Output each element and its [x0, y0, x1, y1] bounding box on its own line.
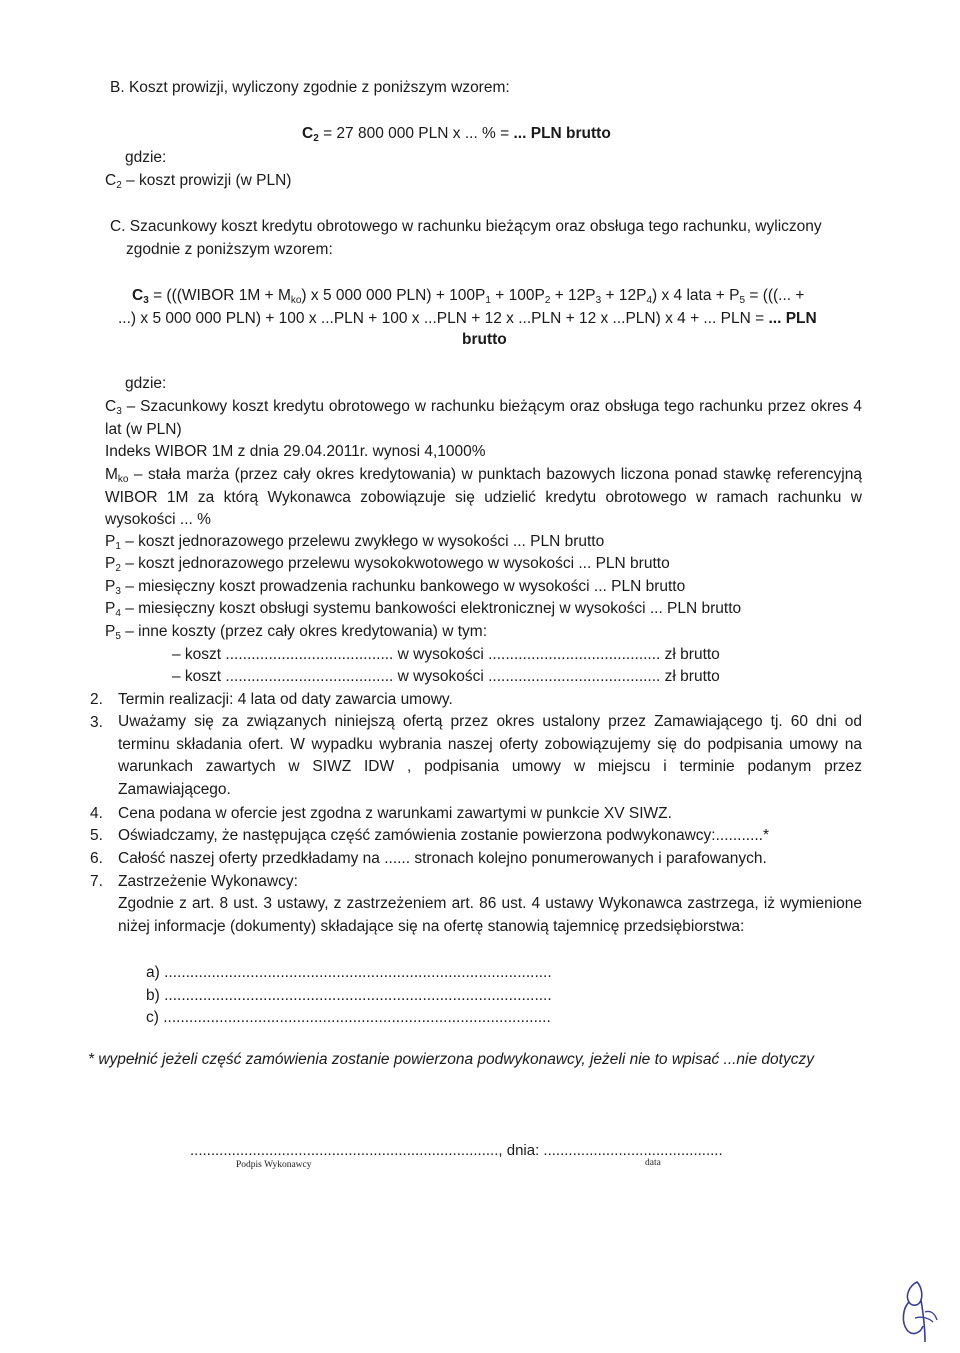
section-b-heading: B. Koszt prowizji, wyliczony zgodnie z poniższym wzorem:	[110, 79, 510, 96]
wibor-index-line: Indeks WIBOR 1M z dnia 29.04.2011r. wynosi 4,1000%	[105, 443, 486, 460]
f-part-4: + 12P	[550, 287, 596, 304]
p2-def-symbol: P	[105, 555, 116, 572]
p3-def-text: – miesięczny koszt prowadzenia rachunku bankowego w wysokości ... PLN brutto	[120, 578, 686, 595]
mko-sub: ko	[290, 295, 302, 306]
c3-def-text: – Szacunkowy koszt kredytu obrotowego w rachunku bieżącym oraz obsługa tego rachunku przez okres 4 lat (w PLN)	[105, 398, 862, 438]
footnote: * wypełnić jeżeli część zamówienia zostanie powierzona podwykonawcy, jeżeli nie to wpisać ...nie dotyczy	[88, 1051, 814, 1068]
item-text: Termin realizacji: 4 lata od daty zawarcia umowy.	[118, 691, 453, 708]
p3-def-symbol: P	[105, 578, 116, 595]
section-c-heading-1: C. Szacunkowy koszt kredytu obrotowego w rachunku bieżącym oraz obsługa tego rachunku, wyliczony	[110, 218, 822, 235]
f-line2-plain: ...) x 5 000 000 PLN) + 100 x ...PLN + 100 x ...PLN + 12 x ...PLN + 12 x ...PLN) x 4 + ... PLN =	[118, 310, 769, 327]
f-part-3: + 100P	[490, 287, 545, 304]
p1-def-symbol: P	[105, 533, 116, 550]
c2-def-text: – koszt prowizji (w PLN)	[121, 172, 292, 189]
p2-def-sub: 2	[115, 563, 121, 574]
c3-def-symbol: C	[105, 398, 117, 415]
signature-label: Podpis Wykonawcy	[236, 1160, 312, 1170]
mko-def-symbol: M	[105, 466, 118, 483]
p4-def-sub: 4	[115, 608, 121, 619]
c3-sub: 3	[143, 295, 149, 306]
item-number: 5.	[90, 827, 103, 844]
c2-formula-result: ... PLN brutto	[513, 125, 611, 142]
item-number: 7.	[90, 873, 103, 890]
p2-def-text: – koszt jednorazowego przelewu wysokokwotowego w wysokości ... PLN brutto	[120, 555, 670, 572]
item-text: Całość naszej oferty przedkładamy na ...... stronach kolejno ponumerowanych i parafowanych.	[118, 850, 767, 867]
p5-def-text: – inne koszty (przez cały okres kredytowania) w tym:	[120, 623, 488, 640]
item-number: 2.	[90, 691, 103, 708]
item-7-body: Zgodnie z art. 8 ust. 3 ustawy, z zastrzeżeniem art. 86 ust. 4 ustawy Wykonawca zastrzega, iż wymienione niżej informacje (dokumenty) składające się na ofertę stanowią tajemnicę przedsiębiorstwa:	[118, 895, 862, 935]
p2-sub: 2	[544, 295, 551, 306]
f-line2-bold: ... PLN	[768, 310, 817, 327]
p4-def-symbol: P	[105, 600, 116, 617]
item-text: Uważamy się za związanych niniejszą ofertą przez okres ustalony przez Zamawiającego tj. 60 dni od terminu składania ofert. W wypadku wybrania naszej oferty zobowiązujemy się do podpisania umowy na warunkach zawartych w SIWZ IDW , podpisania umowy w miejscu i terminie podanym przez Zamawiającego.	[118, 713, 862, 798]
gdzie-label-c: gdzie:	[125, 375, 167, 392]
c3-formula-line-2	[118, 309, 817, 329]
c3-symbol: C	[132, 287, 144, 304]
f-part-7: = (((... +	[745, 287, 805, 304]
koszt-line-2: – koszt ....................................... w wysokości ........................................ zł brutto	[172, 668, 720, 685]
item-number: 4.	[90, 805, 103, 822]
p3-sub: 3	[595, 295, 602, 306]
c2-formula	[302, 124, 611, 144]
p5-def-sub: 5	[115, 631, 121, 642]
item-number: 3.	[90, 714, 103, 731]
koszt-line-1: – koszt ....................................... w wysokości ........................................ zł brutto	[172, 646, 720, 663]
item-text: Cena podana w ofercie jest zgodna z warunkami zawartymi w punkcie XV SIWZ.	[118, 805, 672, 822]
p3-definition	[105, 577, 685, 597]
item-text: Oświadczamy, że następująca część zamówienia zostanie powierzona podwykonawcy:...........*	[118, 827, 770, 844]
c3-definition	[105, 396, 862, 441]
p4-sub: 4	[646, 295, 653, 306]
confidential-list-c: c) ..........................................................................................	[146, 1009, 551, 1026]
p2-definition	[105, 554, 670, 574]
p4-def-text: – miesięczny koszt obsługi systemu bankowości elektronicznej w wysokości ... PLN brutto	[120, 600, 742, 617]
c3-def-sub: 3	[116, 406, 122, 417]
p5-definition	[105, 622, 487, 642]
confidential-list-a: a) ..........................................................................................	[146, 964, 552, 981]
p5-sub: 5	[739, 295, 746, 306]
mko-definition	[105, 464, 862, 532]
c2-def-symbol: C	[105, 172, 117, 189]
handwritten-initials	[895, 1278, 945, 1346]
c3-formula-line-3: brutto	[462, 331, 507, 348]
p1-def-text: – koszt jednorazowego przelewu zwykłego w wysokości ... PLN brutto	[120, 533, 605, 550]
p1-definition	[105, 532, 604, 552]
confidential-list-b: b) ..........................................................................................	[146, 987, 552, 1004]
c2-formula-rhs: = 27 800 000 PLN x ... % =	[318, 125, 514, 142]
c2-symbol: C	[302, 125, 314, 142]
mko-def-text: – stała marża (przez cały okres kredytowania) w punktach bazowych liczona ponad stawkę referencyjną WIBOR 1M za którą Wykonawca zobowiązuje się udzielić kredytu obrotowego w ramach rachunku w wysokości ... %	[105, 466, 862, 528]
p1-sub: 1	[485, 295, 491, 306]
section-c-heading-2: zgodnie z poniższym wzorem:	[126, 241, 333, 258]
mko-def-sub: ko	[117, 474, 129, 485]
f-part-1: = (((WIBOR 1M + M	[148, 287, 291, 304]
c3-formula-line-1	[132, 286, 804, 306]
p5-def-symbol: P	[105, 623, 116, 640]
p1-def-sub: 1	[115, 541, 121, 552]
f-part-6: ) x 4 lata + P	[652, 287, 740, 304]
item-text: Zastrzeżenie Wykonawcy:	[118, 873, 298, 890]
f-part-2: ) x 5 000 000 PLN) + 100P	[301, 287, 486, 304]
c2-sub: 2	[313, 133, 319, 144]
c2-def-sub: 2	[116, 180, 122, 191]
c2-definition	[105, 171, 291, 191]
p3-def-sub: 3	[115, 586, 121, 597]
p4-definition	[105, 599, 741, 619]
item-number: 6.	[90, 850, 103, 867]
signature-line: .........................................................................., dnia: ...........................................	[190, 1142, 723, 1159]
gdzie-label-b: gdzie:	[125, 149, 167, 166]
f-part-5: + 12P	[601, 287, 647, 304]
date-label: data	[645, 1158, 661, 1168]
